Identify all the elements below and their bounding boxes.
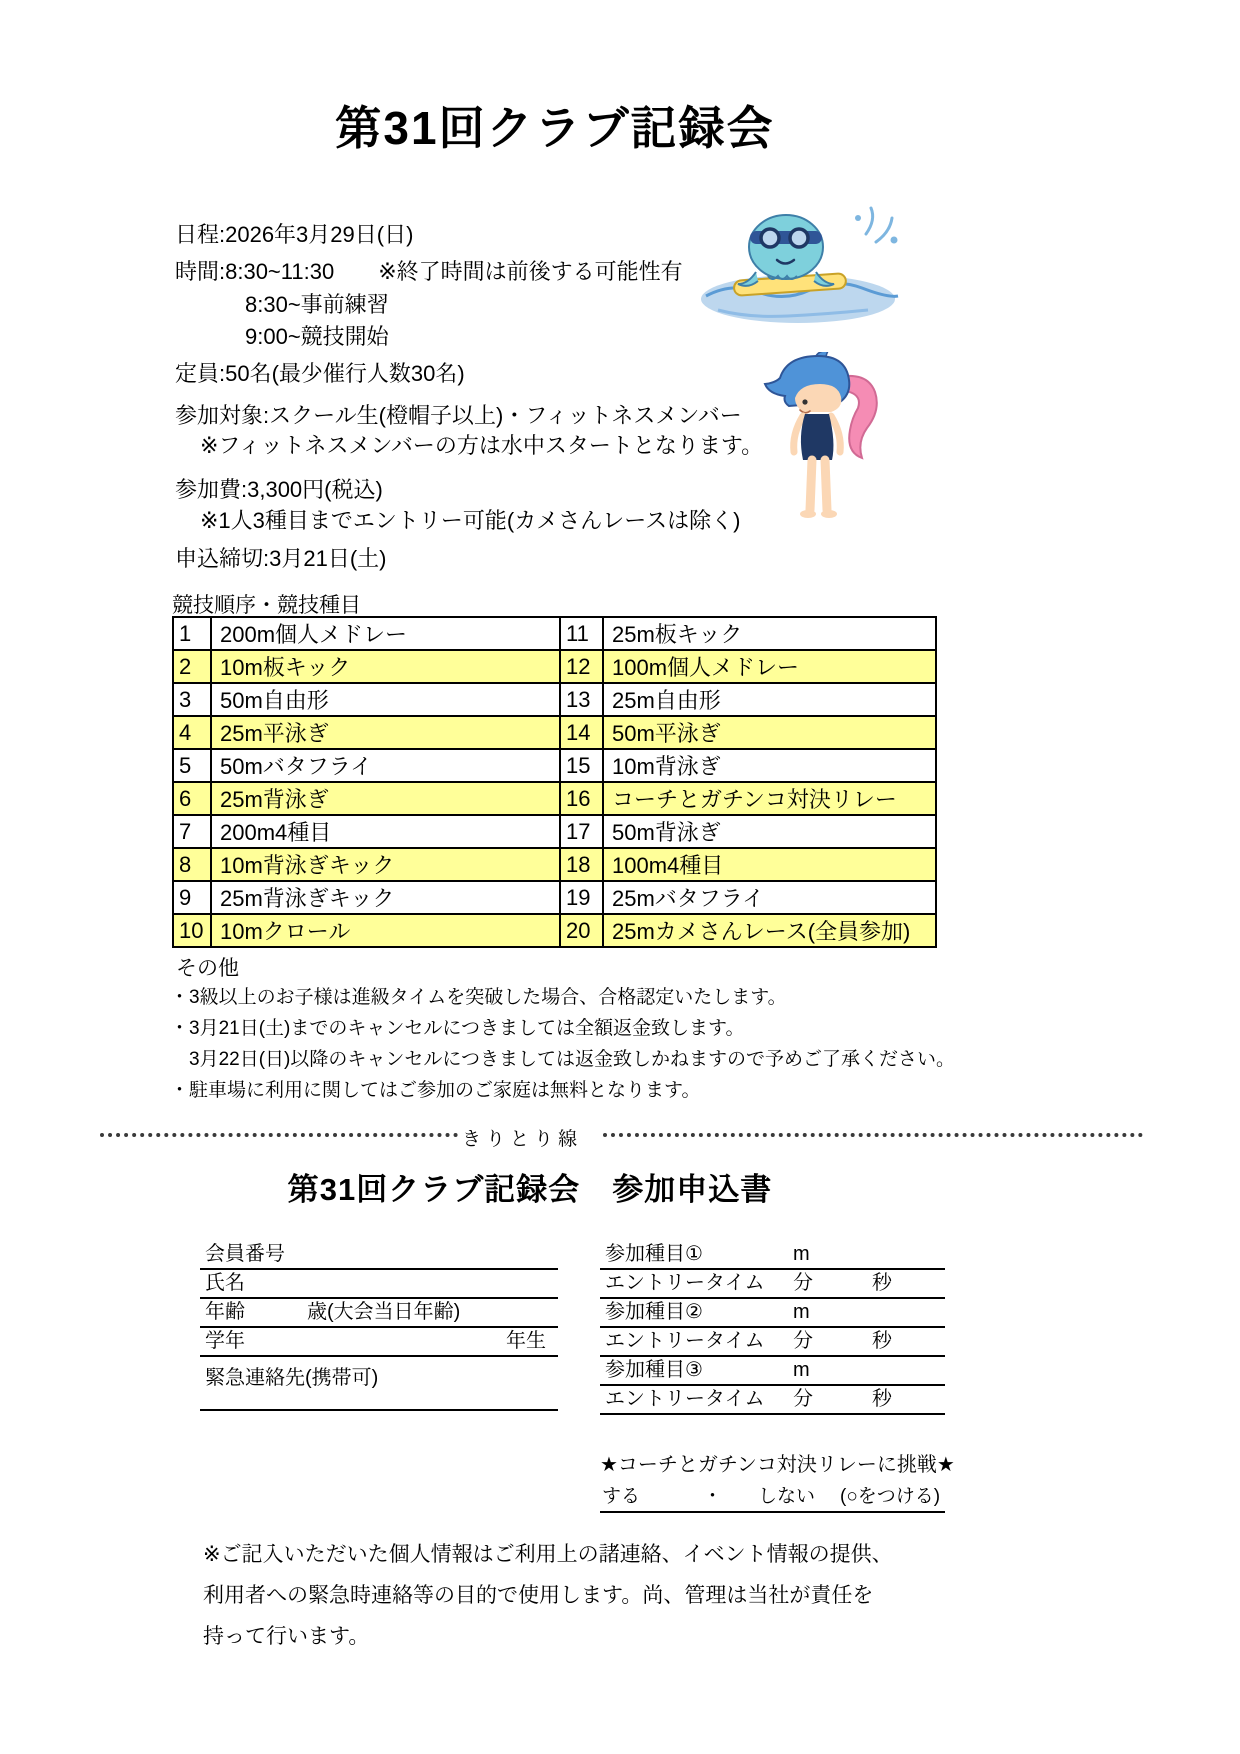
privacy-note-line: 利用者への緊急時連絡等の目的で使用します。尚、管理は当社が責任を bbox=[203, 1584, 874, 1607]
age-suffix-label: 歳(大会当日年齢) bbox=[307, 1301, 461, 1323]
applicant-info-fields bbox=[200, 1241, 558, 1411]
entry-event-2-label: 参加種目② bbox=[605, 1301, 703, 1323]
event-number: 4 bbox=[173, 716, 211, 749]
entry-time-2-label: エントリータイム bbox=[605, 1330, 765, 1352]
relay-option-no: しない bbox=[758, 1486, 816, 1507]
event-number: 17 bbox=[560, 815, 603, 848]
event-number: 6 bbox=[173, 782, 211, 815]
relay-challenge-heading: ★コーチとガチンコ対決リレーに挑戦★ bbox=[600, 1454, 955, 1476]
meters-unit-label: m bbox=[793, 1301, 810, 1323]
entry-time-3-label: エントリータイム bbox=[605, 1388, 765, 1410]
grade-field bbox=[200, 1328, 558, 1357]
event-number: 13 bbox=[560, 683, 603, 716]
event-number: 10 bbox=[173, 914, 211, 947]
entry-fields bbox=[600, 1241, 945, 1415]
event-row bbox=[173, 782, 936, 815]
entry-event-1-label: 参加種目① bbox=[605, 1243, 703, 1265]
event-number: 16 bbox=[560, 782, 603, 815]
event-time: 時間:8:30~11:30 ※終了時間は前後する可能性有 bbox=[175, 259, 683, 284]
note-line: ・駐車場に利用に関してはご参加のご家庭は無料となります。 bbox=[170, 1080, 701, 1101]
minutes-unit-label: 分 bbox=[793, 1330, 813, 1352]
note-line: 3月22日(日)以降のキャンセルにつきましては返金致しかねますので予めご了承ください。 bbox=[170, 1049, 955, 1070]
note-line: ・3級以上のお子様は進級タイムを突破した場合、合格認定いたします。 bbox=[170, 987, 787, 1008]
minutes-unit-label: 分 bbox=[793, 1388, 813, 1410]
event-name: 10mクロール bbox=[211, 914, 560, 947]
event-name: 25m板キック bbox=[603, 617, 936, 650]
grade-suffix-label: 年生 bbox=[506, 1330, 546, 1352]
event-row bbox=[173, 815, 936, 848]
event-time-practice: 8:30~事前練習 bbox=[245, 292, 389, 317]
member-number-label: 会員番号 bbox=[205, 1243, 285, 1265]
relay-circle-instruction: (○をつける) bbox=[840, 1486, 941, 1507]
event-name: 10m板キック bbox=[211, 650, 560, 683]
event-name: 25m平泳ぎ bbox=[211, 716, 560, 749]
event-fee-note: ※1人3種目までエントリー可能(カメさんレースは除く) bbox=[200, 508, 741, 533]
event-name: 50mバタフライ bbox=[211, 749, 560, 782]
event-name: 10m背泳ぎ bbox=[603, 749, 936, 782]
entry-event-3-label: 参加種目③ bbox=[605, 1359, 703, 1381]
age-field bbox=[200, 1299, 558, 1328]
event-number: 12 bbox=[560, 650, 603, 683]
emergency-contact-field bbox=[200, 1357, 558, 1411]
grade-label: 学年 bbox=[205, 1330, 245, 1352]
cut-line-label: きりとり線 bbox=[462, 1129, 583, 1150]
emergency-contact-label: 緊急連絡先(携帯可) bbox=[205, 1367, 379, 1389]
event-name: 25m自由形 bbox=[603, 683, 936, 716]
dolphin-girl-swimmer-illustration bbox=[763, 352, 881, 530]
event-number: 2 bbox=[173, 650, 211, 683]
event-row bbox=[173, 749, 936, 782]
entry-time-3-field bbox=[600, 1386, 945, 1415]
event-row bbox=[173, 848, 936, 881]
privacy-note bbox=[203, 1538, 893, 1661]
event-name: 50m平泳ぎ bbox=[603, 716, 936, 749]
event-name: 25mバタフライ bbox=[603, 881, 936, 914]
octopus-surfer-illustration bbox=[698, 200, 905, 328]
event-number: 1 bbox=[173, 617, 211, 650]
events-heading: 競技順序・競技種目 bbox=[172, 594, 361, 617]
event-name: 25mカメさんレース(全員参加) bbox=[603, 914, 936, 947]
event-row bbox=[173, 716, 936, 749]
event-number: 20 bbox=[560, 914, 603, 947]
event-row bbox=[173, 650, 936, 683]
relay-challenge-section bbox=[600, 1448, 955, 1513]
age-label: 年齢 bbox=[205, 1301, 245, 1323]
event-number: 5 bbox=[173, 749, 211, 782]
document-title: 第31回クラブ記録会 bbox=[335, 102, 775, 154]
entry-time-1-label: エントリータイム bbox=[605, 1272, 765, 1294]
event-number: 14 bbox=[560, 716, 603, 749]
event-name: 200m4種目 bbox=[211, 815, 560, 848]
event-name: 200m個人メドレー bbox=[211, 617, 560, 650]
relay-choice-row bbox=[600, 1480, 945, 1513]
event-eligibility: 参加対象:スクール生(橙帽子以上)・フィットネスメンバー bbox=[175, 403, 742, 428]
notes-heading: その他 bbox=[176, 957, 239, 980]
cut-line-dots-left bbox=[100, 1133, 458, 1137]
minutes-unit-label: 分 bbox=[793, 1272, 813, 1294]
meters-unit-label: m bbox=[793, 1243, 810, 1265]
event-row bbox=[173, 617, 936, 650]
event-row bbox=[173, 683, 936, 716]
event-number: 7 bbox=[173, 815, 211, 848]
event-name: 25m背泳ぎ bbox=[211, 782, 560, 815]
seconds-unit-label: 秒 bbox=[872, 1330, 892, 1352]
event-number: 18 bbox=[560, 848, 603, 881]
event-time-start: 9:00~競技開始 bbox=[245, 324, 389, 349]
event-number: 9 bbox=[173, 881, 211, 914]
privacy-note-line: ※ご記入いただいた個人情報はご利用上の諸連絡、イベント情報の提供、 bbox=[203, 1543, 893, 1566]
relay-option-yes: する bbox=[602, 1486, 641, 1507]
event-number: 8 bbox=[173, 848, 211, 881]
event-fee: 参加費:3,300円(税込) bbox=[175, 477, 383, 502]
cut-line bbox=[0, 1124, 1240, 1154]
event-row bbox=[173, 881, 936, 914]
privacy-note-line: 持って行います。 bbox=[203, 1625, 370, 1648]
meters-unit-label: m bbox=[793, 1359, 810, 1381]
event-date: 日程:2026年3月29日(日) bbox=[175, 222, 414, 247]
seconds-unit-label: 秒 bbox=[872, 1272, 892, 1294]
event-name: 100m4種目 bbox=[603, 848, 936, 881]
event-number: 19 bbox=[560, 881, 603, 914]
event-name: 50m自由形 bbox=[211, 683, 560, 716]
event-number: 11 bbox=[560, 617, 603, 650]
event-name: 10m背泳ぎキック bbox=[211, 848, 560, 881]
event-row bbox=[173, 914, 936, 947]
event-number: 3 bbox=[173, 683, 211, 716]
note-line: ・3月21日(土)までのキャンセルにつきましては全額返金致します。 bbox=[170, 1018, 745, 1039]
event-capacity: 定員:50名(最少催行人数30名) bbox=[175, 361, 465, 386]
event-name: 25m背泳ぎキック bbox=[211, 881, 560, 914]
seconds-unit-label: 秒 bbox=[872, 1388, 892, 1410]
event-name: コーチとガチンコ対決リレー bbox=[603, 782, 936, 815]
events-table bbox=[172, 616, 937, 948]
event-eligibility-note: ※フィットネスメンバーの方は水中スタートとなります。 bbox=[200, 433, 764, 458]
event-name: 50m背泳ぎ bbox=[603, 815, 936, 848]
event-number: 15 bbox=[560, 749, 603, 782]
entry-deadline: 申込締切:3月21日(土) bbox=[175, 546, 387, 571]
application-form-title: 第31回クラブ記録会 参加申込書 bbox=[287, 1172, 773, 1207]
name-label: 氏名 bbox=[205, 1272, 245, 1294]
event-name: 100m個人メドレー bbox=[603, 650, 936, 683]
relay-option-separator: ・ bbox=[703, 1486, 723, 1507]
cut-line-dots-right bbox=[603, 1133, 1143, 1137]
member-number-field bbox=[200, 1241, 558, 1270]
